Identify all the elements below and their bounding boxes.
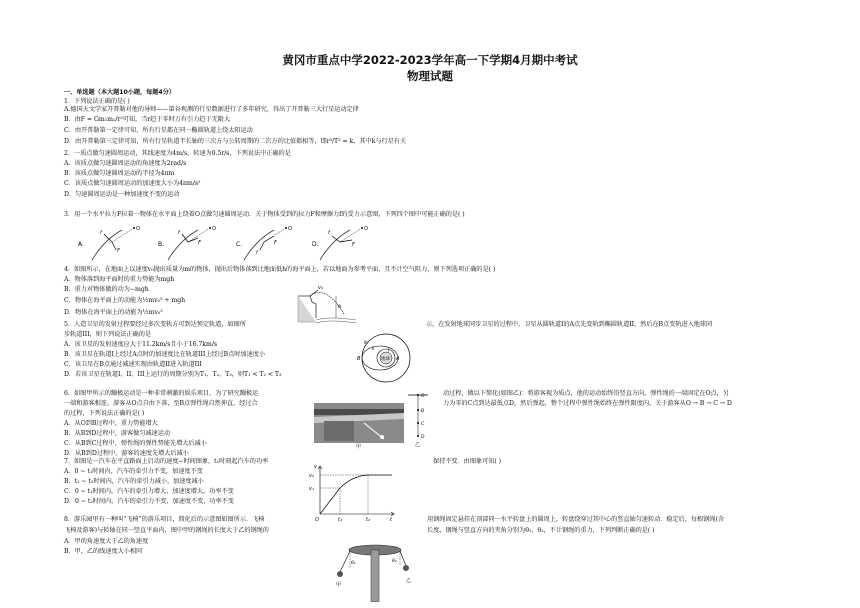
q8-stem-right: 用钢绳固定悬挂在顶部同一水平转盘上的圆周上，转盘绕穿过其中心的竖直轴匀速转动．稳定后，每根钢绳(含: [427, 516, 724, 523]
q3-figure-d: [312, 226, 368, 260]
q6-fig-jia: 甲: [356, 444, 362, 449]
q4-figure: [296, 282, 358, 326]
q4-option-d: D．物体在海平面上的动能为½mv₀²: [64, 309, 163, 316]
q5-fig-a: A: [396, 356, 400, 362]
q8-fig-theta2: θ₂: [392, 559, 397, 564]
q6-option-d: D．从B到D过程中，游客的速度先增大后减小: [64, 450, 189, 457]
q7-fig-o: O: [315, 517, 319, 523]
q8-line2-left: 飞椅及游客)与转轴在同一竖直平面内，图中甲的钢绳的长度大于乙的钢绳的: [64, 527, 269, 534]
q8-fig-theta1: θ₁: [351, 561, 356, 566]
q4-fig-v0: v₀: [318, 285, 323, 291]
q3-figures: [64, 222, 394, 262]
q3-label-c: C.: [236, 241, 243, 248]
q7-fig-t2: t₂: [366, 517, 370, 523]
q3-a-F-label: F: [117, 248, 120, 254]
q6-line3: 的过程，下列说法正确的是( ): [64, 410, 145, 417]
q3-c-F-label: F: [274, 240, 277, 246]
q3-d-f-label: f: [328, 230, 330, 236]
q3-label-d: D.: [312, 241, 319, 248]
q6-line2-left: 一端和游客相连，游客从O点自由下落，至B点弹性绳自然伸直，经过合: [64, 400, 258, 407]
q5-fig-orbit-1: I: [388, 348, 390, 353]
q8-fig-yi: 乙: [406, 578, 412, 584]
q6-fig-d: D: [421, 435, 425, 440]
q3-figure-a: [78, 226, 140, 260]
q7-option-a: A．0 ~ t₁时间内，汽车的牵引力不变，加速度不变: [64, 468, 203, 475]
q7-stem-left: 7．如图是一汽车在平直路面上启动的速度−时间图象，t₁时刻起汽车的功率: [64, 458, 269, 465]
q4-fig-h: h: [338, 304, 342, 310]
q6-figure-diagram: [404, 392, 434, 448]
q3-a-o-label: O: [136, 226, 140, 232]
q7-vt-graph: [306, 462, 398, 524]
q3-a-f-label: f: [100, 230, 102, 236]
q8-option-b: B．甲、乙的线速度大小相同: [64, 548, 143, 555]
q5-option-c: C．该卫星在B点通过减速实现由轨道II进入轨道III: [64, 361, 202, 368]
q4-option-c: C．物体在海平面上的动能为½mv₀² + mgh: [64, 297, 186, 304]
q6-line2-right: 力为零的C点到达最低点D，然后弹起，整个过程中弹性绳始终在弹性限度内，关于游客从O → B → C → D: [443, 400, 732, 407]
q5-fig-orbit-3: III: [364, 340, 368, 345]
q5-stem-right: 示，在发射地球同步卫星的过程中，卫星从圆轨道I的A点先变轨到椭圆轨道II，然后在B点变轨进入地球同: [426, 321, 713, 328]
q7-option-d: D．0 ~ t₂时间内，汽车的牵引力不变，加速度不变，功率不变: [64, 498, 234, 505]
q7-fig-v1: v₁: [309, 486, 314, 492]
q6-option-a: A．从O到B过程中，重力势能增大: [64, 420, 158, 427]
q3-stem: 3．用一个水平拉力F拉着一物体在水平面上绕着O点做匀速圆周运动．关于物体受到的拉力F和摩擦力f的受力示意图，下列四个图中可能正确的是( ): [64, 211, 465, 218]
q5-stem-left: 5．人造卫星的发射过程要经过多次变轨方可到达预定轨道，如图所: [64, 321, 246, 328]
q3-b-f-label: f: [178, 230, 180, 236]
q8-fig-jia: 甲: [336, 582, 342, 588]
q2-option-a: A．该质点做匀速圆周运动的角速度为2rad/s: [64, 160, 187, 167]
q8-option-a: A．甲的角速度大于乙的角速度: [64, 538, 149, 545]
q5-option-a: A．该卫星的发射速度应大于11.2km/s且小于16.7km/s: [64, 341, 217, 348]
q7-fig-t: t: [390, 517, 392, 523]
q7-option-b: B．t₁ ~ t₂时间内，汽车的牵引力减小，加速度减小: [64, 478, 204, 485]
q7-option-c: C．0 ~ t₁时间内，汽车的牵引力增大，加速度增大，功率不变: [64, 488, 234, 495]
q5-fig-earth: 地球: [381, 357, 390, 362]
q4-option-a: A．物体落到海平面时的重力势能为mgh: [64, 276, 175, 283]
q6-stem-right: 动过程，做以下简化(如图乙)：将游客视为质点，他的运动始终沿竖直方向，弹性绳的一端固定在O点，另: [443, 390, 729, 397]
q7-stem-right: 保持不变．由图象可知( ): [433, 458, 502, 465]
q4-stem: 4．如图所示，在地面上以速度v₀抛出质量为m的物体，抛出后物体落到比地面低h的海平面上，若以地面为参考平面，且不计空气阻力，则下列选项正确的是( ): [64, 266, 496, 273]
q2-stem: 2．一质点做匀速圆周运动，其线速度为4m/s，转速为0.5r/s，下列说法中正确的是: [64, 150, 291, 157]
q5-figure: [350, 332, 422, 384]
q3-b-F-label: F: [198, 240, 201, 246]
q6-fig-yi: 乙: [415, 442, 421, 448]
page-subtitle: 物理试题: [407, 69, 453, 83]
q3-d-F-label: F: [352, 242, 355, 248]
q8-line2-right: 长度，钢绳与竖直方向的夹角分别为θ₁、θ₂，不计钢绳的重力，下列判断正确的是( ): [427, 527, 655, 534]
section-heading: 一、单选题（本大题10小题，每题4分）: [64, 89, 175, 96]
q5-fig-orbit-2: II: [372, 346, 375, 351]
q5-option-d: D．若该卫星在轨道I、II、III上运行的周期分别为T₁、T₂、T₃，则T₁ < T₂ < T₃: [64, 371, 282, 378]
q3-label-a: A.: [78, 241, 84, 248]
q6-option-c: C．从B到C过程中，弹性绳的弹性势能先增大后减小: [64, 440, 207, 447]
q7-fig-v: v: [314, 464, 317, 470]
q1-option-d: D．由开普勒第三定律可知，所有行星轨道半长轴的三次方与公转周期的二次方的比值都相等，即r³/T² = k，其中k与行星有关: [64, 138, 407, 145]
q2-option-d: D．匀速圆周运动是一种加速度不变的运动: [64, 191, 180, 198]
q1-option-c: C．由开普勒第一定律可知，所有行星都在同一椭圆轨道上绕太阳运动: [64, 127, 253, 134]
q2-option-b: B．该质点做匀速圆周运动的半径为4πm: [64, 170, 175, 177]
q7-fig-t1: t₁: [338, 517, 342, 523]
page-title: 黄冈市重点中学2022-2023学年高一下学期4月期中考试: [282, 53, 578, 67]
q6-fig-c: C: [421, 422, 425, 427]
q6-figure-photo: [314, 403, 404, 449]
q5-stem-line2: 步轨道III，则下列说法正确的是: [64, 331, 151, 338]
q3-b-o-label: O: [212, 226, 216, 232]
q3-figure-c: [236, 226, 292, 260]
q6-option-b: B．从B到D过程中，游客做匀减速运动: [64, 430, 170, 437]
q2-option-c: C．该质点做匀速圆周运动的加速度大小为4πm/s²: [64, 180, 201, 187]
q1-stem: 1．下列说法正确的是( ): [64, 98, 130, 105]
q1-option-a: A.德国天文学家开普勒对他的导师——第谷观测的行星数据进行了多年研究，得出了开普勒三大行星运动定律: [64, 106, 359, 113]
q8-figure: [334, 538, 416, 602]
q3-c-o-label: O: [288, 226, 292, 232]
q3-d-o-label: O: [364, 226, 368, 232]
q6-fig-o: O: [421, 394, 425, 399]
q8-stem-left: 8．游乐园里有一种叫“飞椅”的游乐项目，简化后的示意图如图所示．飞椅: [64, 516, 265, 523]
q3-label-b: B.: [158, 241, 165, 248]
q6-stem-left: 6．如图甲所示的蹦极运动是一种非常刺激的娱乐项目，为了研究蹦极运: [64, 390, 259, 397]
q3-c-f-label: f: [256, 250, 258, 256]
q4-option-b: B．重力对物体做的功为−mgh: [64, 286, 149, 293]
q5-fig-b: B: [357, 356, 361, 362]
q7-fig-v2: v₂: [309, 473, 314, 479]
q6-fig-b: B: [421, 409, 425, 414]
q3-figure-b: [158, 226, 216, 260]
q5-option-b: B．该卫星在轨道I上经过A点时的加速度比在轨道III上经过B点时加速度小: [64, 351, 265, 358]
q1-option-b: B．由F = Gm₁m₂/r²可知，当r趋于零时万有引力趋于无限大: [64, 116, 230, 123]
